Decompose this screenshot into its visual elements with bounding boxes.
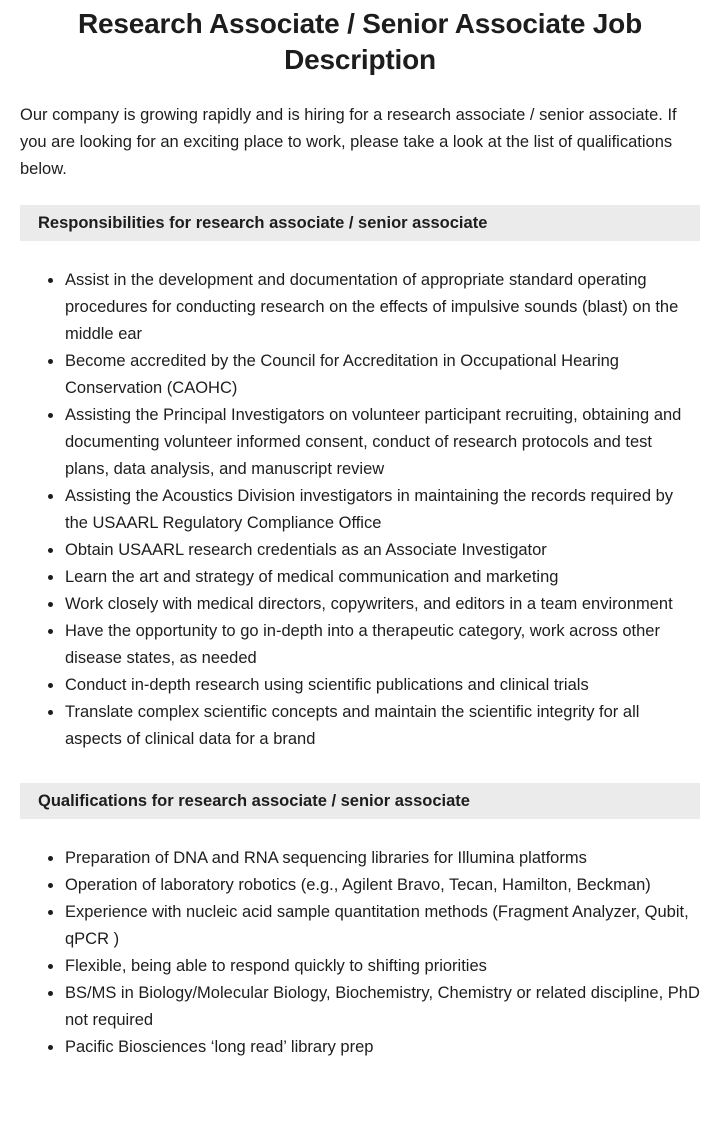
list-item: • Flexible, being able to respond quickly to shifting priorities [64,953,700,980]
list-item: • Learn the art and strategy of medical communication and marketing [64,564,700,591]
list-item: • Pacific Biosciences ‘long read’ library prep [64,1034,700,1061]
list-item: • Preparation of DNA and RNA sequencing libraries for Illumina platforms [64,845,700,872]
list-item: • Operation of laboratory robotics (e.g., Agilent Bravo, Tecan, Hamilton, Beckman) [64,872,700,899]
qualifications-section-header: Qualifications for research associate / senior associate [20,783,700,819]
list-item: • Work closely with medical directors, copywriters, and editors in a team environment [64,591,700,618]
responsibilities-list [20,267,700,753]
list-item: • Assisting the Acoustics Division investigators in maintaining the records required by the USAARL Regulatory Compliance Office [64,483,700,537]
page-title: Research Associate / Senior Associate Job Description [78,8,642,75]
list-item: • Experience with nucleic acid sample quantitation methods (Fragment Analyzer, Qubit, qPCR ) [64,899,700,953]
list-item: • Conduct in-depth research using scientific publications and clinical trials [64,672,700,699]
list-item: • Obtain USAARL research credentials as an Associate Investigator [64,537,700,564]
qualifications-list [20,845,700,1061]
list-item: • BS/MS in Biology/Molecular Biology, Biochemistry, Chemistry or related discipline, PhD not required [64,980,700,1034]
list-item: • Have the opportunity to go in-depth into a therapeutic category, work across other disease states, as needed [64,618,700,672]
responsibilities-section [20,205,700,753]
list-item: • Assisting the Principal Investigators on volunteer participant recruiting, obtaining and documenting volunteer informed consent, conduct of research protocols and test plans, data analysis, and manuscript review [64,402,700,483]
intro-paragraph: Our company is growing rapidly and is hiring for a research associate / senior associate. If you are looking for an exciting place to work, please take a look at the list of qualifications below. [20,106,677,178]
list-item: • Assist in the development and documentation of appropriate standard operating procedures for conducting research on the effects of impulsive sounds (blast) on the middle ear [64,267,700,348]
responsibilities-section-header: Responsibilities for research associate / senior associate [20,205,700,241]
list-item: • Translate complex scientific concepts and maintain the scientific integrity for all aspects of clinical data for a brand [64,699,700,753]
qualifications-section [20,783,700,1061]
list-item: • Become accredited by the Council for Accreditation in Occupational Hearing Conservation (CAOHC) [64,348,700,402]
